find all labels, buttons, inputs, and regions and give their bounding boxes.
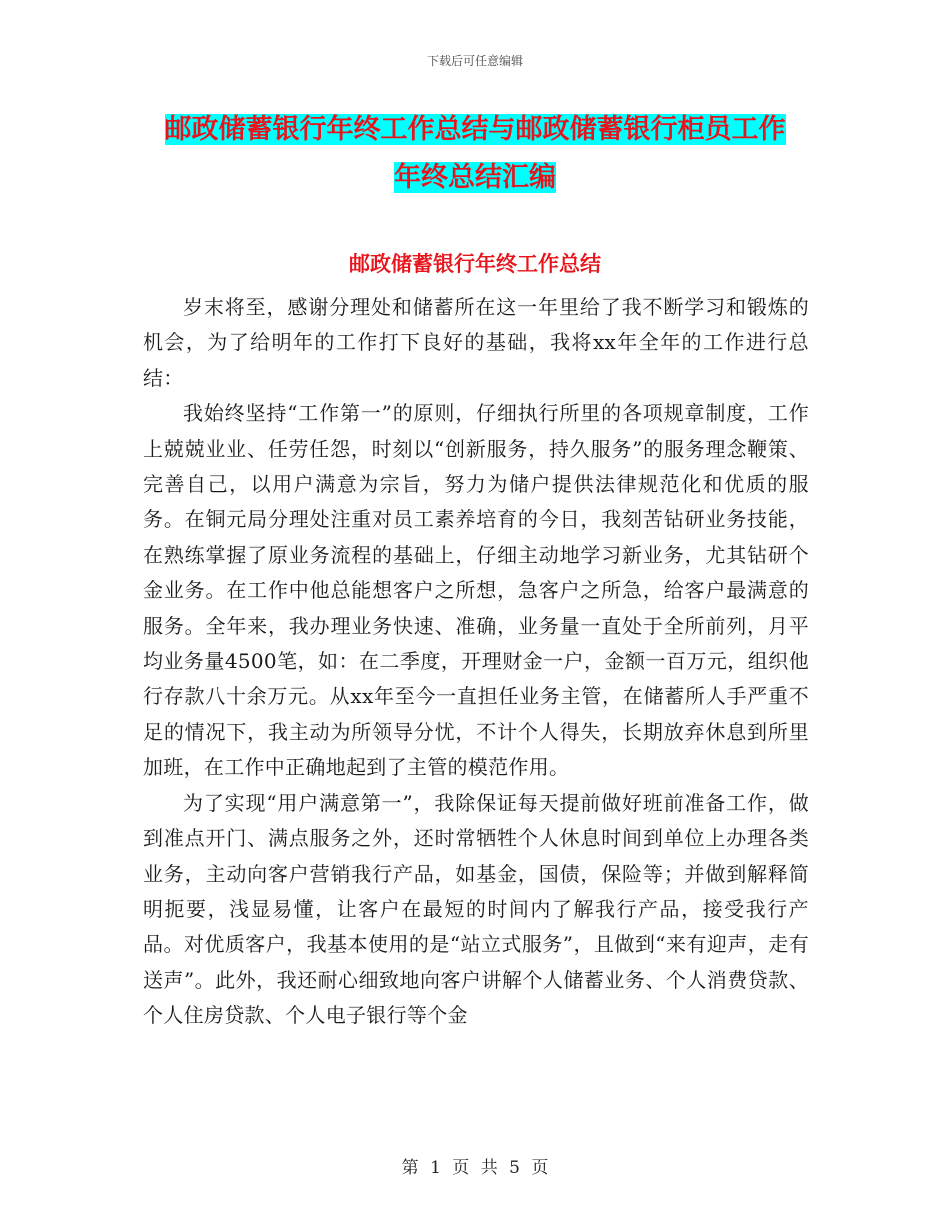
paragraph-1: 岁末将至，感谢分理处和储蓄所在这一年里给了我不断学习和锻炼的机会，为了给明年的工作打下良好的基础，我将xx年全年的工作进行总结：	[143, 295, 809, 390]
page-header-note: 下载后可任意编辑	[426, 54, 523, 68]
paragraph-3: 为了实现“用户满意第一”，我除保证每天提前做好班前准备工作，做到准点开门、满点服务之外，还时常牺牲个人休息时间到单位上办理各类业务，主动向客户营销我行产品，如基金，国债，保险等；并做到解释简明扼要，浅显易懂，让客户在最短的时间内了解我行产品，接受我行产品。对优质客户，我基本使用的是“站立式服务”，且做到“来有迎声，走有送声”。此外，我还耐心细致地向客户讲解个人储蓄业务、个人消费贷款、个人住房贷款、个人电子银行等个金	[143, 790, 809, 1028]
document-title-line2: 年终总结汇编	[394, 162, 556, 193]
document-title-line1: 邮政储蓄银行年终工作总结与邮政储蓄银行柜员工作	[164, 114, 786, 145]
section-title: 邮政储蓄银行年终工作总结	[349, 251, 601, 276]
document-title	[140, 106, 810, 202]
body-text	[143, 290, 809, 1034]
page-footer-number: 第 1 页 共 5 页	[401, 1158, 549, 1178]
paragraph-2: 我始终坚持“工作第一”的原则，仔细执行所里的各项规章制度，工作上兢兢业业、任劳任怨，时刻以“创新服务，持久服务”的服务理念鞭策、完善自己，以用户满意为宗旨，努力为储户提供法律规范化和优质的服务。在铜元局分理处注重对员工素养培育的今日，我刻苦钻研业务技能，在熟练掌握了原业务流程的基础上，仔细主动地学习新业务，尤其钻研个金业务。在工作中他总能想客户之所想，急客户之所急，给客户最满意的服务。全年来，我办理业务快速、准确，业务量一直处于全所前列，月平均业务量4500笔，如：在二季度，开理财金一户，金额一百万元，组织他行存款八十余万元。从xx年至今一直担任业务主管，在储蓄所人手严重不足的情况下，我主动为所领导分忧，不计个人得失，长期放弃休息到所里加班，在工作中正确地起到了主管的模范作用。	[143, 401, 809, 780]
